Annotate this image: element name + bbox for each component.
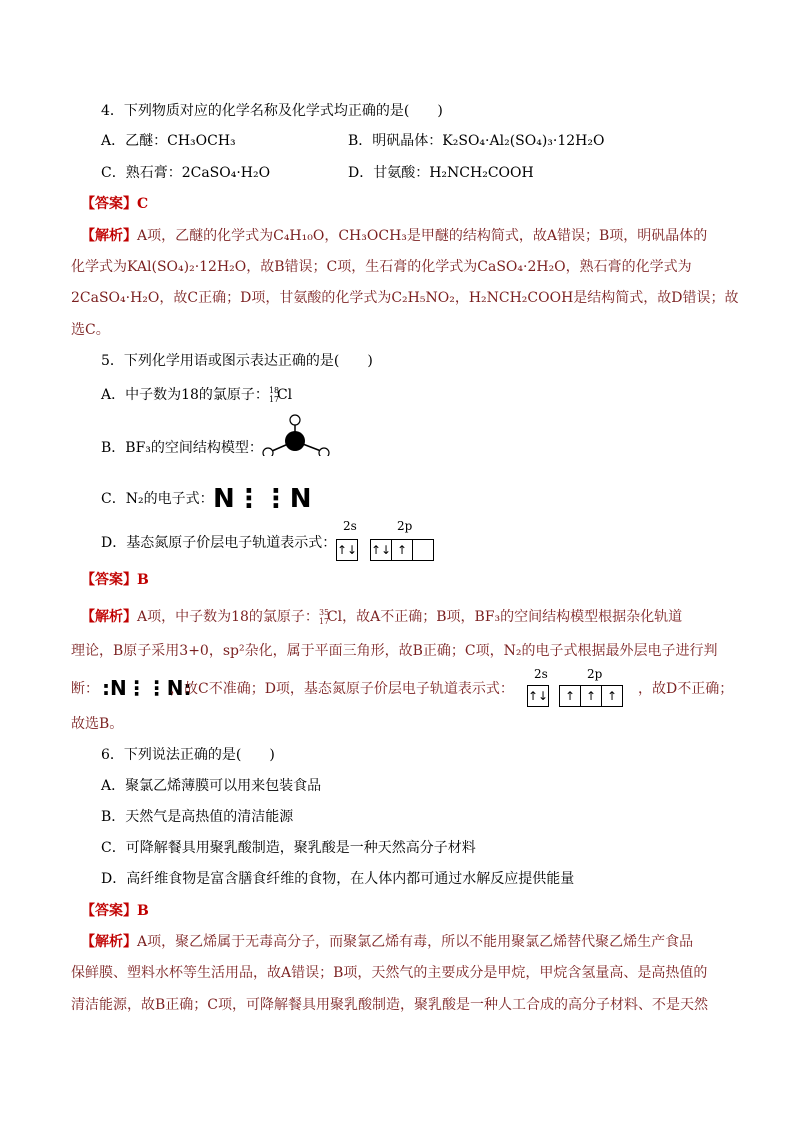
isotope-mass-number: 18 — [268, 386, 280, 395]
q4-explanation-line-1 — [81, 226, 707, 246]
q6-option-b: B．天然气是高热值的清洁能源 — [101, 809, 294, 825]
orbital-diagram-explanation — [527, 685, 623, 707]
orbital-box-2p-2: ↑ — [392, 539, 413, 561]
q5-option-a — [101, 385, 292, 405]
q6-option-a: A．聚氯乙烯薄膜可以用来包装食品 — [101, 778, 322, 794]
q5-option-c — [101, 489, 214, 509]
q4-explanation-line-3: 2CaSO₄·H₂O，故C正确；D项，甘氨酸的化学式为C₂H₅NO₂，H₂NCH₂COOH是结构简式，故D错误；故 — [71, 290, 739, 306]
fluorine-atom — [319, 448, 329, 456]
n2-lewis-structure — [213, 481, 313, 517]
q6-stem: 6．下列说法正确的是( ) — [101, 747, 275, 763]
orbital-box-2p-3: ↑ — [602, 685, 623, 707]
q5-explanation-line-4: 故选B。 — [71, 716, 124, 732]
orbital-label-2p: 2p — [587, 667, 603, 681]
explanation-label: 【解析】 — [81, 609, 137, 625]
answer-value: C — [137, 196, 149, 212]
fluorine-atom — [290, 415, 300, 425]
orbital-label-2s: 2s — [343, 519, 357, 533]
q6-option-c: C．可降解餐具用聚乳酸制造，聚乳酸是一种天然高分子材料 — [101, 840, 476, 856]
q5-explanation-line-2: 理论，B原子采用3+0，sp²杂化，属于平面三角形，故B正确；C项，N₂的电子式根据最外层电子进行判 — [71, 643, 718, 659]
isotope-mass-number: 35 — [318, 608, 330, 617]
orbital-box-2p-1: ↑ — [559, 685, 581, 707]
explanation-label: 【解析】 — [81, 934, 137, 950]
q5-answer — [81, 570, 149, 590]
q5-option-c-text: C．N₂的电子式： — [101, 491, 214, 507]
explanation-label: 【解析】 — [81, 228, 137, 244]
explanation-text: A项，中子数为18的氯原子： — [137, 609, 319, 625]
orbital-box-2s: ↑↓ — [336, 539, 358, 561]
isotope-atomic-number: 17 — [268, 395, 280, 404]
q6-answer — [81, 901, 149, 921]
q5-option-b: B．BF₃的空间结构模型： — [101, 440, 263, 456]
q4-option-c: C．熟石膏：2CaSO₄·H₂O — [101, 165, 271, 181]
q6-explanation-line-3: 清洁能源，故B正确；C项，可降解餐具用聚乳酸制造，聚乳酸是一种人工合成的高分子材料、不是天然 — [71, 997, 708, 1013]
q5-explanation-line-3 — [71, 679, 99, 699]
explanation-text: 断： — [71, 681, 99, 697]
isotope-symbol: Cl — [326, 609, 343, 625]
q4-stem: 4．下列物质对应的化学名称及化学式均正确的是( ) — [101, 103, 443, 119]
fluorine-atom — [263, 448, 273, 456]
q6-option-d: D．高纤维食物是富含膳食纤维的食物，在人体内都可通过水解反应提供能量 — [101, 871, 575, 887]
q4-explanation-line-4: 选C。 — [71, 322, 110, 338]
answer-label: 【答案】 — [81, 903, 137, 919]
q6-explanation-line-2: 保鲜膜、塑料水杯等生活用品，故A错误；B项，天然气的主要成分是甲烷，甲烷含氢量高、是高热值的 — [71, 965, 708, 981]
q4-option-d: D．甘氨酸：H₂NCH₂COOH — [348, 165, 534, 181]
q4-option-a: A．乙醚：CH₃OCH₃ — [101, 133, 236, 149]
q5-option-a-text: A．中子数为18的氯原子： — [101, 387, 269, 403]
answer-label: 【答案】 — [81, 196, 137, 212]
explanation-text: A项，聚乙烯属于无毒高分子，而聚氯乙烯有毒，所以不能用聚氯乙烯替代聚乙烯生产食品 — [137, 934, 694, 950]
q5-stem: 5．下列化学用语或图示表达正确的是( ) — [101, 353, 373, 369]
orbital-box-2p-3 — [413, 539, 434, 561]
orbital-box-2p-1: ↑↓ — [370, 539, 392, 561]
orbital-label-2s: 2s — [534, 667, 548, 681]
orbital-box-2s: ↑↓ — [527, 685, 549, 707]
answer-value: B — [137, 903, 149, 919]
bf3-ball-stick-model — [258, 414, 334, 456]
explanation-text: A项，乙醚的化学式为C₄H₁₀O，CH₃OCH₃是甲醚的结构简式，故A错误；B项，明矾晶体的 — [137, 228, 708, 244]
isotope-notation — [268, 385, 280, 405]
n2-lewis-text: :N⋮⋮N: — [102, 676, 192, 700]
q5-explanation-line-1 — [81, 607, 682, 627]
q4-explanation-line-2: 化学式为KAl(SO₄)₂·12H₂O，故B错误；C项，生石膏的化学式为CaSO₄·2H₂O，熟石膏的化学式为 — [71, 259, 692, 275]
q4-option-b: B．明矾晶体：K₂SO₄·Al₂(SO₄)₃·12H₂O — [348, 133, 605, 149]
q5-explanation-line-3-end: ，故D不正确； — [638, 681, 734, 697]
n2-lewis-text: N⋮⋮N — [213, 484, 313, 514]
orbital-diagram-option-d — [336, 539, 434, 561]
isotope-notation — [318, 607, 330, 627]
q5-option-d: D．基态氮原子价层电子轨道表示式： — [101, 535, 337, 551]
isotope-atomic-number: 17 — [318, 617, 330, 626]
orbital-box-2p-2: ↑ — [581, 685, 602, 707]
q4-answer — [81, 194, 148, 214]
answer-label: 【答案】 — [81, 572, 137, 588]
explanation-text: ，故A不正确；B项，BF₃的空间结构模型根据杂化轨道 — [342, 609, 683, 625]
boron-atom — [285, 431, 305, 451]
q6-explanation-line-1 — [81, 932, 693, 952]
orbital-label-2p: 2p — [397, 519, 413, 533]
answer-value: B — [137, 572, 149, 588]
isotope-symbol: Cl — [276, 387, 293, 403]
q5-explanation-line-3-cont: ，故C不准确；D项，基态氮原子价层电子轨道表示式： — [170, 681, 514, 697]
